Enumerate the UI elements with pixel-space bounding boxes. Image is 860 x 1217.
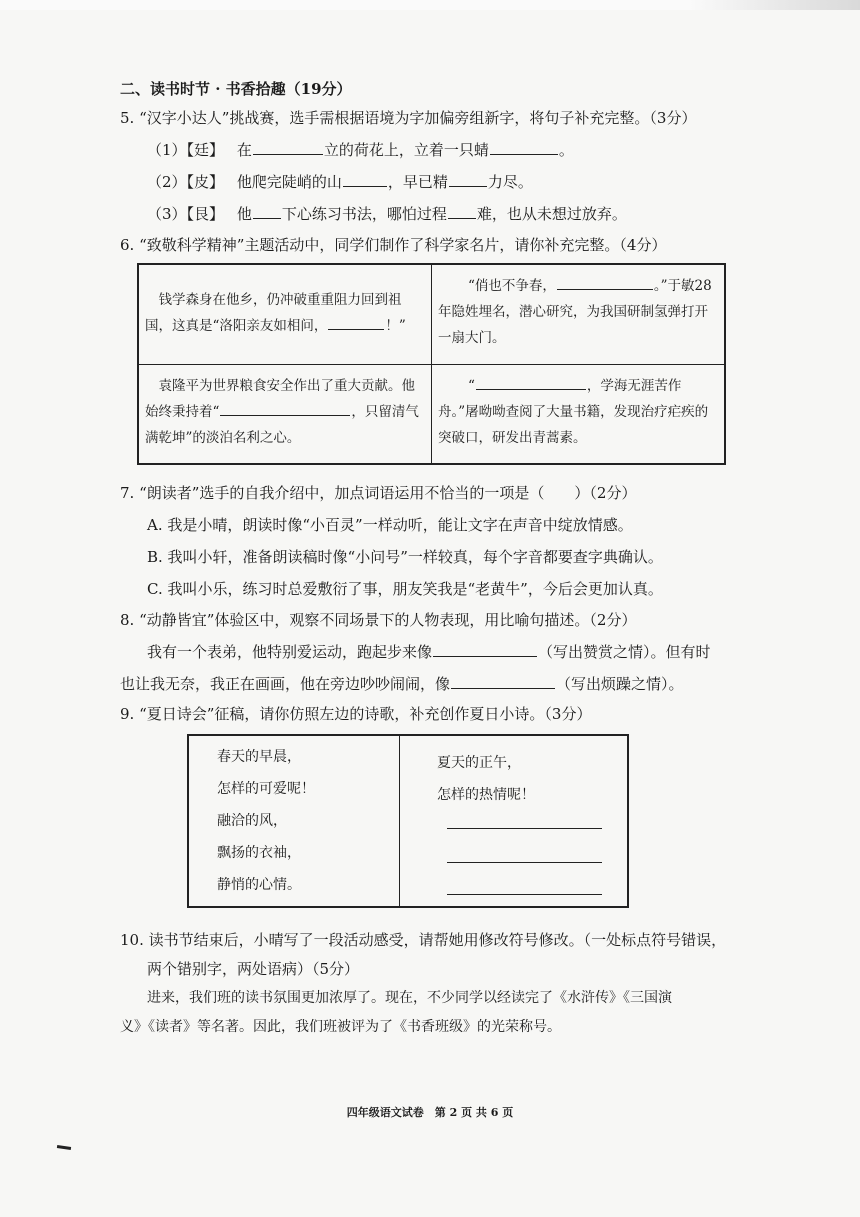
q8-line2-b: （写出烦躁之情）。	[556, 675, 684, 693]
answer-blank[interactable]	[253, 204, 281, 219]
answer-blank[interactable]	[449, 172, 487, 187]
q8-line-1	[147, 642, 711, 662]
q5-item-1	[147, 140, 574, 160]
card-yuan-longping	[138, 364, 432, 464]
answer-blank[interactable]	[253, 140, 323, 155]
card1-text: 钱学森身在他乡，仍冲破重重阻力回到祖国，这真是“洛阳亲友如相问，	[145, 292, 402, 334]
answer-blank[interactable]	[476, 375, 586, 390]
q5-item-3-num: （3）【艮】	[147, 205, 225, 223]
left-poem-line: 融洽的风，	[217, 813, 287, 829]
answer-blank[interactable]	[490, 140, 558, 155]
right-poem-line: 怎样的热情呢！	[437, 787, 535, 803]
q5-item-3-c: 难，也从未想过放弃。	[476, 205, 627, 223]
q5-item-2-b: ，早已精	[387, 173, 448, 191]
q5-item-3-b: 下心练习书法，哪怕过程	[281, 205, 447, 223]
q5-item-2-a: 他爬完陡峭的山	[236, 173, 342, 191]
card1-end: ！”	[385, 318, 406, 334]
card2-text-b: 。”于敏28年隐姓埋名，潜心研究，为我国研制氢弹打开一扇大门。	[438, 278, 712, 346]
q5-item-1-c: 。	[558, 141, 574, 159]
card4-text-a: “	[468, 377, 475, 394]
left-poem-line: 春天的早晨，	[217, 749, 301, 765]
answer-blank[interactable]	[433, 642, 537, 657]
scan-mark	[57, 1145, 71, 1150]
scientist-cards-table	[137, 263, 726, 465]
card-yu-min	[432, 264, 726, 364]
answer-blank[interactable]	[451, 674, 555, 689]
poem-answer-blank[interactable]	[447, 862, 602, 863]
q7-option-a[interactable]: A. 我是小晴，朗读时像“小百灵”一样动听，能让文字在声音中绽放情感。	[147, 516, 633, 534]
card3-text-a: 袁隆平为世界粮食安全作出了重大贡献。他始终秉持着“	[145, 377, 415, 420]
q8-line1-b: （写出赞赏之情）。但有时	[538, 643, 711, 661]
left-poem-line: 怎样的可爱呢！	[217, 781, 315, 797]
scan-edge-shade	[0, 0, 860, 10]
q8-stem: 8. “动静皆宜”体验区中，观察不同场景下的人物表现，用比喻句描述。（2分）	[120, 611, 637, 629]
q7-option-b[interactable]: B. 我叫小轩，准备朗读稿时像“小问号”一样较真，每个字音都要查字典确认。	[147, 548, 663, 566]
q7-stem: 7. “朗读者”选手的自我介绍中，加点词语运用不恰当的一项是（ ）（2分）	[120, 484, 637, 502]
left-poem-line: 静悄的心情。	[217, 877, 301, 893]
q5-item-2-c: 力尽。	[487, 173, 533, 191]
q5-item-2-num: （2）【皮】	[147, 173, 225, 191]
answer-blank[interactable]	[557, 275, 653, 290]
q5-item-3	[147, 204, 627, 224]
q5-stem: 5. “汉字小达人”挑战赛，选手需根据语境为字加偏旁组新字，将句子补充完整。（3分）	[120, 109, 697, 127]
q5-item-1-a: 在	[236, 141, 252, 159]
card4-text-b: ，学海无涯苦作舟。”屠呦呦查阅了大量书籍，发现治疗疟疾的突破口，研发出青蒿素。	[438, 377, 709, 446]
answer-blank[interactable]	[448, 204, 476, 219]
left-poem-line: 飘扬的衣袖，	[217, 845, 301, 861]
page-footer: 四年级语文试卷 第 2 页 共 6 页	[346, 1106, 514, 1119]
answer-blank[interactable]	[328, 315, 384, 330]
q8-line-2	[120, 674, 684, 694]
q6-stem: 6. “致敬科学精神”主题活动中，同学们制作了科学家名片，请你补充完整。（4分）	[120, 236, 667, 254]
q8-line2-a: 也让我无奈，我正在画画，他在旁边吵吵闹闹，像	[120, 675, 451, 693]
poem-divider	[399, 736, 400, 906]
q10-text-2: 义》《读者》等名著。因此，我们班被评为了《书香班级》的光荣称号。	[120, 1019, 561, 1035]
poem-answer-blank[interactable]	[447, 894, 602, 895]
poem-box	[187, 734, 629, 908]
answer-blank[interactable]	[220, 401, 350, 416]
card-qian-xuesen	[138, 264, 432, 364]
card-tu-youyou	[432, 364, 726, 464]
q5-item-1-b: 立的荷花上，立着一只蜻	[323, 141, 489, 159]
answer-blank[interactable]	[343, 172, 387, 187]
q10-stem-1: 10. 读书节结束后，小晴写了一段活动感受，请帮她用修改符号修改。（一处标点符号错误，	[120, 931, 727, 949]
card3-text-b: ，只留清气满乾坤”的淡泊名利之心。	[145, 403, 419, 446]
section-title: 二、读书时节 · 书香拾趣（19分）	[120, 80, 352, 98]
q8-line1-a: 我有一个表弟，他特别爱运动，跑起步来像	[147, 643, 433, 661]
q5-item-2	[147, 172, 533, 192]
poem-answer-blank[interactable]	[447, 828, 602, 829]
right-poem-line: 夏天的正午，	[437, 755, 521, 771]
q5-item-3-a: 他	[236, 205, 252, 223]
card2-text-a: “俏也不争春，	[468, 278, 556, 294]
q10-text-1: 进来，我们班的读书氛围更加浓厚了。现在，不少同学以经读完了《水浒传》《三国演	[147, 990, 672, 1006]
q10-stem-2: 两个错别字，两处语病）（5分）	[147, 960, 360, 978]
q5-item-1-num: （1）【廷】	[147, 141, 225, 159]
q7-option-c[interactable]: C. 我叫小乐，练习时总爱敷衍了事，朋友笑我是“老黄牛”，今后会更加认真。	[147, 580, 663, 598]
q9-stem: 9. “夏日诗会”征稿，请你仿照左边的诗歌，补充创作夏日小诗。（3分）	[120, 705, 592, 723]
